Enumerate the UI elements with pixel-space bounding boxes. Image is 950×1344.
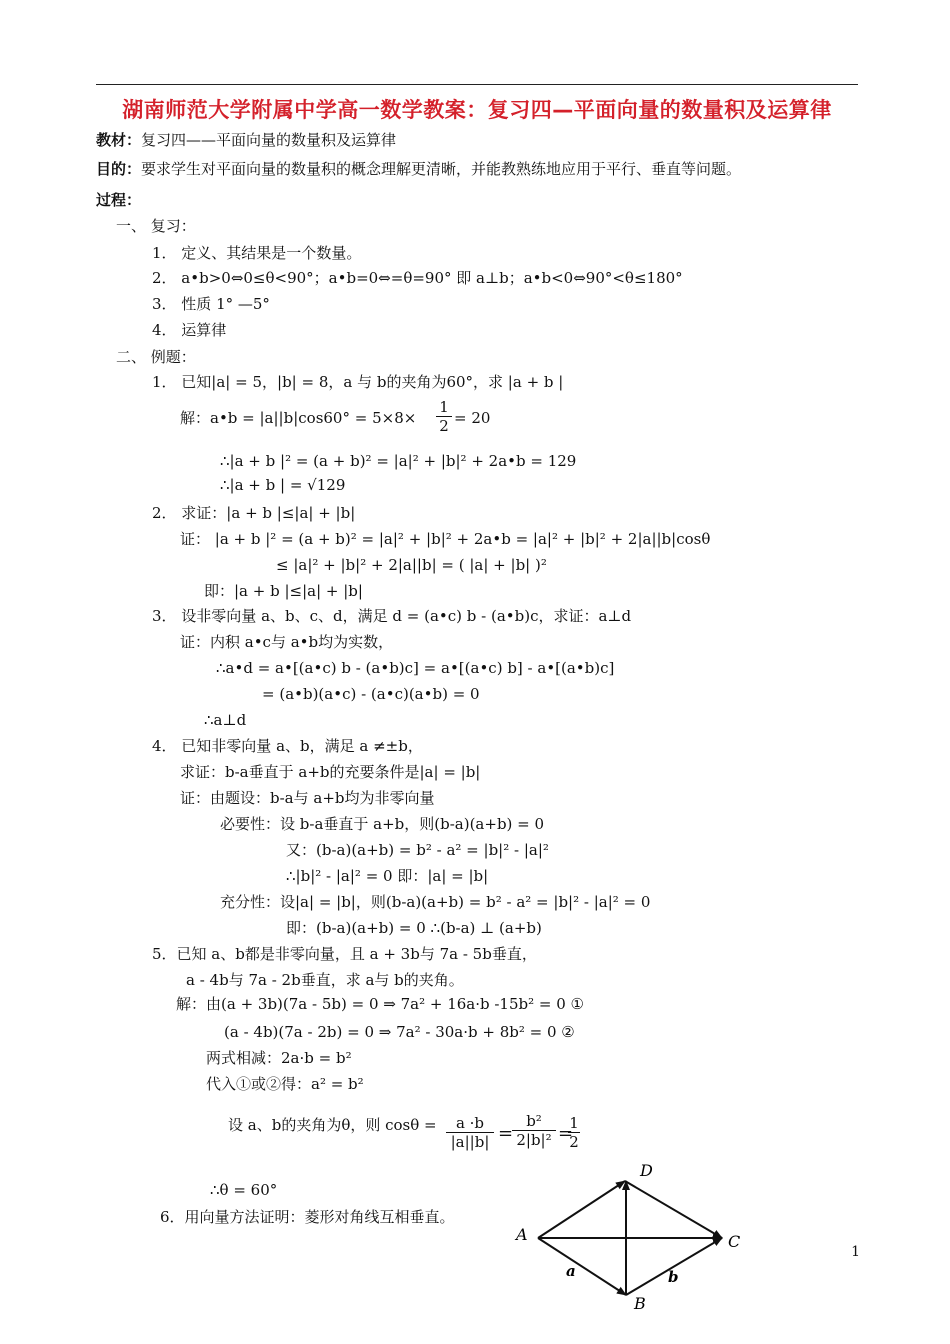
label-vector-a: a bbox=[566, 1262, 576, 1280]
process-label: 过程： bbox=[96, 191, 142, 209]
review-item-3: 3． 性质 1° —5° bbox=[152, 295, 270, 313]
ex1-solution-line3: ∴|a + b | = √129 bbox=[220, 476, 346, 494]
ex5-solution-line4: 代入①或②得：a² = b² bbox=[206, 1075, 364, 1093]
examples-heading: 二、 例题： bbox=[116, 348, 196, 366]
review-heading: 一、 复习： bbox=[116, 217, 196, 235]
ex5-f1-den: |a||b| bbox=[446, 1132, 494, 1151]
edge-BC bbox=[626, 1238, 722, 1295]
ex1-s1-end: = 20 bbox=[454, 409, 491, 427]
ex5-f2-den: 2|b|² bbox=[512, 1130, 556, 1149]
ex5-eq1: = bbox=[498, 1123, 514, 1144]
ex2-proof-line1: 证： |a + b |² = (a + b)² = |a|² + |b|² + 2a•b = |a|² + |b|² + 2|a||b|cosθ bbox=[180, 530, 711, 548]
edge-AB bbox=[538, 1238, 626, 1295]
ex4-proof-line4: ∴|b|² - |a|² = 0 即：|a| = |b| bbox=[286, 867, 489, 885]
ex4-proof-line5: 充分性：设|a| = |b|，则(b-a)(a+b) = b² - a² = |b|² - |a|² = 0 bbox=[220, 893, 651, 911]
ex5-question: 5．已知 a、b都是非零向量，且 a + 3b与 7a - 5b垂直， bbox=[152, 945, 537, 963]
ex5-f3-num: 1 bbox=[569, 1114, 579, 1132]
review-item-2: 2． a•b>0⇔0≤θ<90°；a•b=0⇔=θ=90° 即 a⊥b；a•b<0⇔90°<θ≤180° bbox=[152, 269, 683, 287]
ex2-question: 2． 求证：|a + b |≤|a| + |b| bbox=[152, 504, 356, 522]
goal-text: 要求学生对平面向量的数量积的概念理解更清晰，并能教熟练地应用于平行、垂直等问题。 bbox=[141, 160, 742, 178]
ex1-s1-text: 解：a•b = |a||b|cos60° = 5×8× bbox=[180, 409, 417, 427]
ex5-solution-line2: (a - 4b)(7a - 2b) = 0 ⇒ 7a² - 30a·b + 8b² = 0 ② bbox=[224, 1023, 575, 1041]
ex5-solution-line5: 设 a、b的夹角为θ，则 cosθ = bbox=[228, 1116, 437, 1134]
ex2-proof-line3: 即：|a + b |≤|a| + |b| bbox=[204, 582, 363, 600]
label-A: A bbox=[516, 1225, 528, 1244]
ex2-proof-line2: ≤ |a|² + |b|² + 2|a||b| = ( |a| + |b| )² bbox=[276, 556, 547, 574]
material-label: 教材： bbox=[96, 131, 142, 149]
ex6-question: 6．用向量方法证明：菱形对角线互相垂直。 bbox=[160, 1208, 455, 1226]
label-vector-b: b bbox=[668, 1268, 679, 1286]
review-item-1: 1． 定义、其结果是一个数量。 bbox=[152, 244, 362, 262]
document-title: 湖南师范大学附属中学高一数学教案：复习四—平面向量的数量积及运算律 bbox=[122, 98, 832, 122]
ex1-solution-line2: ∴|a + b |² = (a + b)² = |a|² + |b|² + 2a•b = 129 bbox=[220, 452, 577, 470]
ex5-solution-line3: 两式相减：2a·b = b² bbox=[206, 1049, 352, 1067]
ex3-proof-line1: 证：内积 a•c与 a•b均为实数， bbox=[180, 633, 394, 651]
ex4-proof-line3: 又：(b-a)(a+b) = b² - a² = |b|² - |a|² bbox=[286, 841, 549, 859]
ex1-frac-num: 1 bbox=[439, 398, 449, 416]
page-number: 1 bbox=[851, 1244, 860, 1260]
ex4-proof-line1: 证：由题设：b-a与 a+b均为非零向量 bbox=[180, 789, 435, 807]
ex3-question: 3． 设非零向量 a、b、c、d，满足 d = (a•c) b - (a•b)c，求证：a⊥d bbox=[152, 607, 632, 625]
goal-label: 目的： bbox=[96, 160, 142, 178]
ex5-f2-num: b² bbox=[526, 1112, 542, 1130]
ex4-proof-line6: 即：(b-a)(a+b) = 0 ∴(b-a) ⊥ (a+b) bbox=[286, 919, 542, 937]
ex3-proof-line3: = (a•b)(a•c) - (a•c)(a•b) = 0 bbox=[262, 685, 480, 703]
review-item-4: 4． 运算律 bbox=[152, 321, 227, 339]
material-text: 复习四——平面向量的数量积及运算律 bbox=[141, 131, 397, 149]
ex5-solution-line6: ∴θ = 60° bbox=[210, 1181, 278, 1199]
ex4-question-line2: 求证：b-a垂直于 a+b的充要条件是|a| = |b| bbox=[180, 763, 481, 781]
ex5-question-line2: a - 4b与 7a - 2b垂直，求 a与 b的夹角。 bbox=[186, 971, 464, 989]
ex1-question: 1． 已知|a| = 5，|b| = 8，a 与 b的夹角为60°，求 |a + b | bbox=[152, 373, 564, 391]
label-C: C bbox=[728, 1232, 741, 1251]
ex5-solution-line1: 解：由(a + 3b)(7a - 5b) = 0 ⇒ 7a² + 16a·b -15b² = 0 ① bbox=[176, 995, 584, 1013]
ex4-question: 4． 已知非零向量 a、b，满足 a ≠±b， bbox=[152, 737, 423, 755]
ex5-f3-den: 2 bbox=[569, 1133, 579, 1151]
ex4-proof-line2: 必要性：设 b-a垂直于 a+b，则(b-a)(a+b) = 0 bbox=[220, 815, 545, 833]
label-B: B bbox=[634, 1294, 646, 1313]
ex3-proof-line4: ∴a⊥d bbox=[204, 711, 247, 729]
ex5-f1-num: a ·b bbox=[455, 1114, 485, 1132]
label-D: D bbox=[640, 1161, 653, 1180]
ex5-eq2: = bbox=[558, 1123, 574, 1144]
edge-DC bbox=[625, 1181, 722, 1238]
ex1-frac-den: 2 bbox=[436, 416, 452, 435]
edge-AD bbox=[538, 1181, 625, 1238]
ex3-proof-line2: ∴a•d = a•[(a•c) b - (a•b)c] = a•[(a•c) b] - a•[(a•b)c] bbox=[216, 659, 615, 677]
